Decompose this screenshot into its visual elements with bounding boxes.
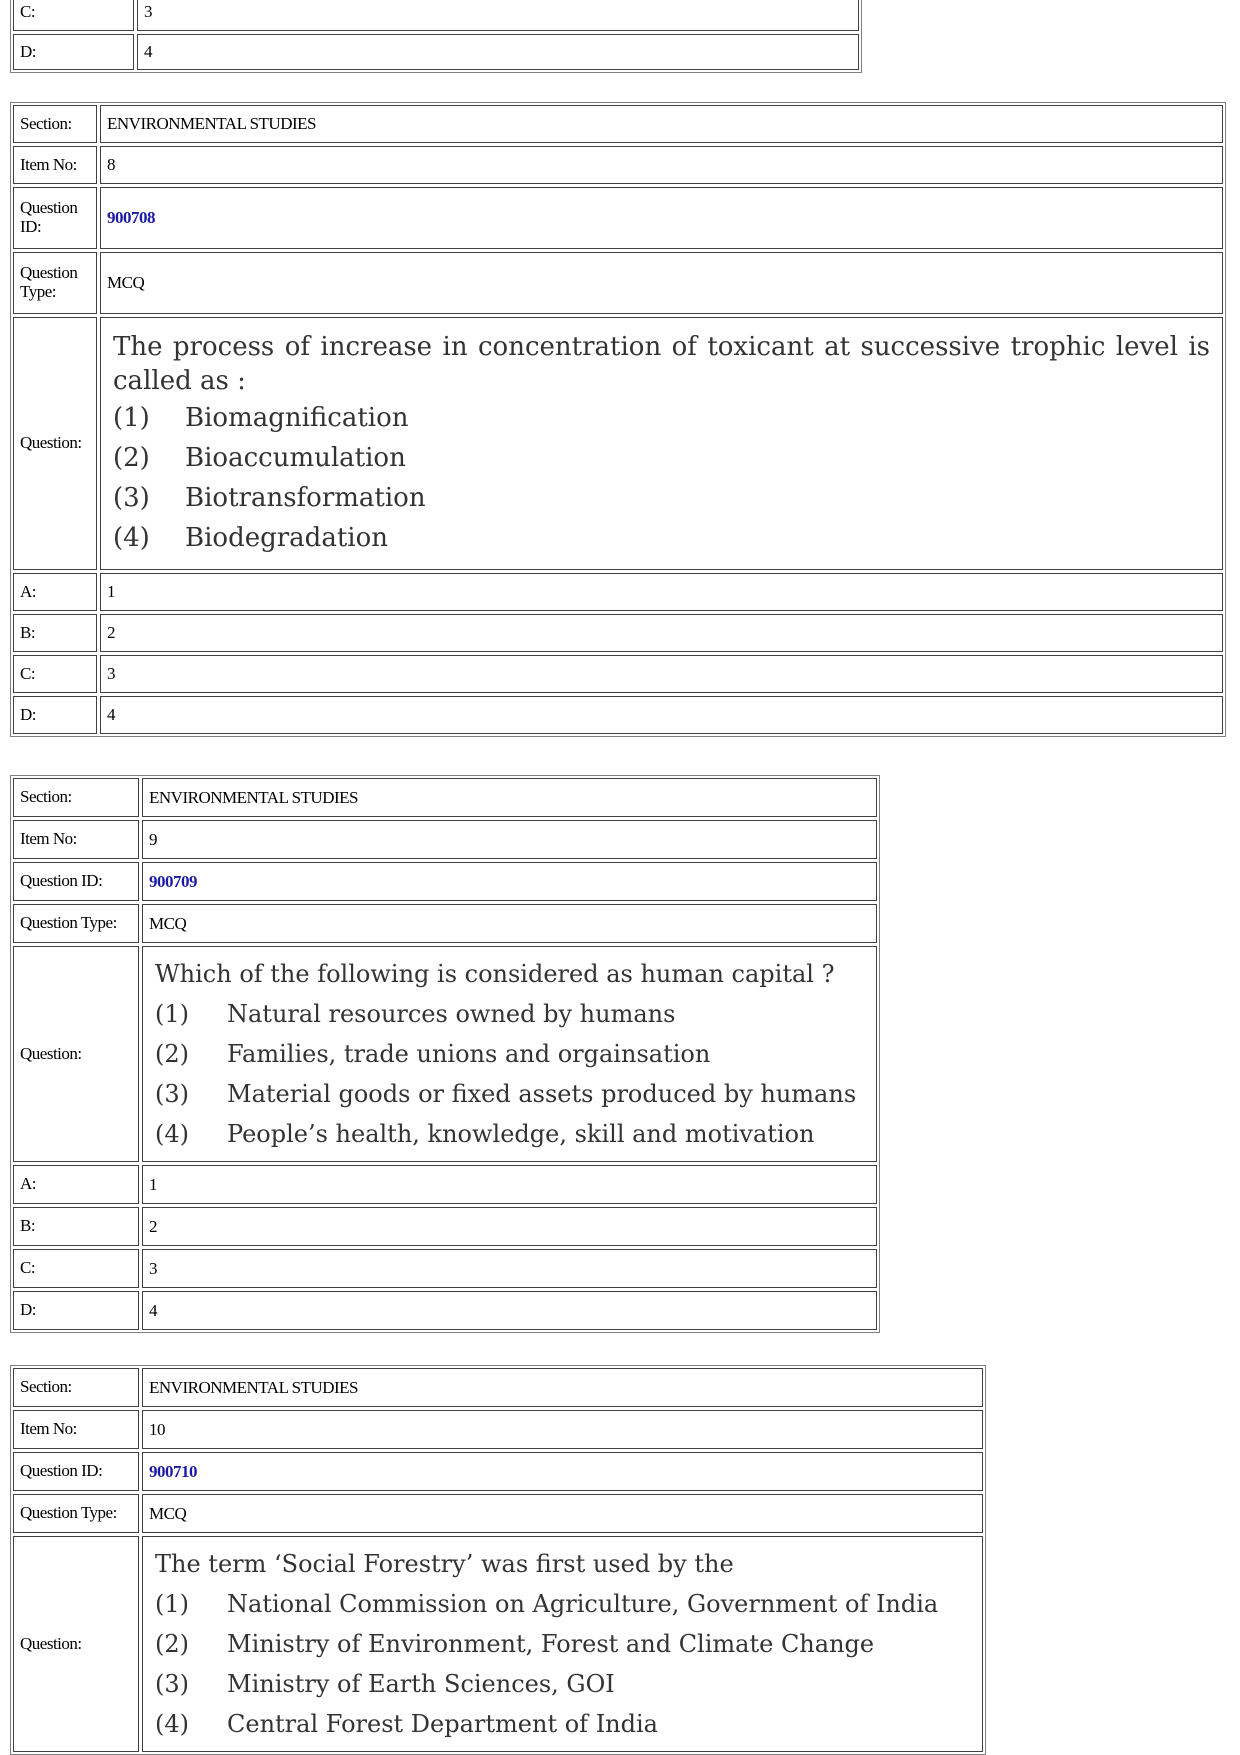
option-3 <box>113 478 426 518</box>
item-value: 9 <box>142 820 877 859</box>
qtype-label: Question Type: <box>13 904 139 943</box>
answer-value: 2 <box>100 614 1223 652</box>
option-number: (1) <box>113 402 150 433</box>
qid-label: Question ID: <box>13 862 139 901</box>
item-value: 10 <box>142 1410 983 1449</box>
option-text: Families, trade unions and orgainsation <box>227 1040 711 1068</box>
section-value: ENVIRONMENTAL STUDIES <box>142 1368 983 1407</box>
question-table-10 <box>10 1365 986 1755</box>
question-label: Question: <box>13 317 97 570</box>
option-text: Central Forest Department of India <box>227 1710 658 1738</box>
question-row <box>13 946 877 1162</box>
option-text: Material goods or fixed assets produced by humans <box>227 1080 857 1108</box>
item-row <box>13 146 1223 184</box>
section-value: ENVIRONMENTAL STUDIES <box>100 105 1223 143</box>
answer-row <box>13 573 1223 611</box>
answer-label: A: <box>13 1165 139 1204</box>
question-id: 900709 <box>142 862 877 901</box>
option-number: (4) <box>155 1120 189 1148</box>
question-stem: Which of the following is considered as human capital ? <box>155 960 835 988</box>
option-number: (3) <box>155 1080 189 1108</box>
question-label: Question: <box>13 946 139 1162</box>
answer-label: A: <box>13 573 97 611</box>
qtype-row <box>13 252 1223 314</box>
item-value: 8 <box>100 146 1223 184</box>
qid-row <box>13 187 1223 249</box>
answer-value: 4 <box>142 1291 877 1330</box>
answer-row <box>13 0 859 31</box>
question-id: 900708 <box>100 187 1223 249</box>
answer-value: 1 <box>100 573 1223 611</box>
option-number: (4) <box>155 1710 189 1738</box>
item-row <box>13 820 877 859</box>
option-number: (1) <box>155 1590 189 1618</box>
answer-value: 1 <box>142 1165 877 1204</box>
answer-label: C: <box>13 1249 139 1288</box>
option-1 <box>155 1584 938 1624</box>
answer-value: 2 <box>142 1207 877 1246</box>
option-text: Ministry of Environment, Forest and Climate Change <box>227 1630 875 1658</box>
answer-row <box>13 34 859 70</box>
section-row <box>13 105 1223 143</box>
option-2 <box>155 1034 710 1074</box>
qtype-value: MCQ <box>100 252 1223 314</box>
section-row <box>13 1368 983 1407</box>
option-1 <box>113 398 409 438</box>
answer-value: 3 <box>100 655 1223 693</box>
option-text: Biomagnification <box>185 402 409 433</box>
option-number: (4) <box>113 522 150 553</box>
item-label: Item No: <box>13 146 97 184</box>
answer-label: B: <box>13 1207 139 1246</box>
option-4 <box>155 1114 815 1154</box>
item-label: Item No: <box>13 820 139 859</box>
item-row <box>13 1410 983 1449</box>
option-4 <box>113 518 388 558</box>
option-number: (3) <box>155 1670 189 1698</box>
answer-label: B: <box>13 614 97 652</box>
question-row <box>13 1536 983 1752</box>
answer-row <box>13 696 1223 734</box>
section-row <box>13 778 877 817</box>
option-text: National Commission on Agriculture, Government of India <box>227 1590 939 1618</box>
option-text: Biotransformation <box>185 482 426 513</box>
option-number: (2) <box>155 1630 189 1658</box>
option-text: Ministry of Earth Sciences, GOI <box>227 1670 615 1698</box>
question-table-top <box>10 0 862 73</box>
qid-label: Question ID: <box>13 187 97 249</box>
option-text: People’s health, knowledge, skill and motivation <box>227 1120 815 1148</box>
answer-label: C: <box>13 655 97 693</box>
row-label: D: <box>13 34 134 70</box>
option-number: (2) <box>155 1040 189 1068</box>
qid-label: Question ID: <box>13 1452 139 1491</box>
item-label: Item No: <box>13 1410 139 1449</box>
qtype-value: MCQ <box>142 904 877 943</box>
qid-row <box>13 862 877 901</box>
question-body <box>142 1536 983 1752</box>
option-3 <box>155 1074 856 1114</box>
option-text: Biodegradation <box>185 522 388 553</box>
row-value: 3 <box>137 0 859 31</box>
question-id: 900710 <box>142 1452 983 1491</box>
qtype-row <box>13 904 877 943</box>
qtype-label: Question Type: <box>13 1494 139 1533</box>
option-3 <box>155 1664 615 1704</box>
question-label: Question: <box>13 1536 139 1752</box>
question-body <box>142 946 877 1162</box>
section-label: Section: <box>13 1368 139 1407</box>
option-1 <box>155 994 675 1034</box>
answer-row <box>13 1207 877 1246</box>
question-table-9 <box>10 775 880 1333</box>
answer-row <box>13 655 1223 693</box>
question-stem: The term ‘Social Forestry’ was first used by the <box>155 1550 734 1578</box>
question-table-8 <box>10 102 1226 737</box>
answer-row <box>13 1165 877 1204</box>
answer-value: 4 <box>100 696 1223 734</box>
question-body <box>100 317 1223 570</box>
answer-label: D: <box>13 1291 139 1330</box>
answer-label: D: <box>13 696 97 734</box>
section-label: Section: <box>13 105 97 143</box>
row-label: C: <box>13 0 134 31</box>
answer-row <box>13 614 1223 652</box>
qtype-row <box>13 1494 983 1533</box>
option-text: Natural resources owned by humans <box>227 1000 676 1028</box>
section-label: Section: <box>13 778 139 817</box>
option-text: Bioaccumulation <box>185 442 406 473</box>
section-value: ENVIRONMENTAL STUDIES <box>142 778 877 817</box>
option-number: (2) <box>113 442 150 473</box>
qtype-value: MCQ <box>142 1494 983 1533</box>
answer-value: 3 <box>142 1249 877 1288</box>
question-stem: The process of increase in concentration of toxicant at successive trophic level is called as : <box>113 331 1210 396</box>
answer-row <box>13 1291 877 1330</box>
qid-row <box>13 1452 983 1491</box>
option-4 <box>155 1704 658 1744</box>
answer-row <box>13 1249 877 1288</box>
question-row <box>13 317 1223 570</box>
qtype-label: Question Type: <box>13 252 97 314</box>
option-2 <box>155 1624 874 1664</box>
option-number: (1) <box>155 1000 189 1028</box>
row-value: 4 <box>137 34 859 70</box>
option-2 <box>113 438 406 478</box>
option-number: (3) <box>113 482 150 513</box>
